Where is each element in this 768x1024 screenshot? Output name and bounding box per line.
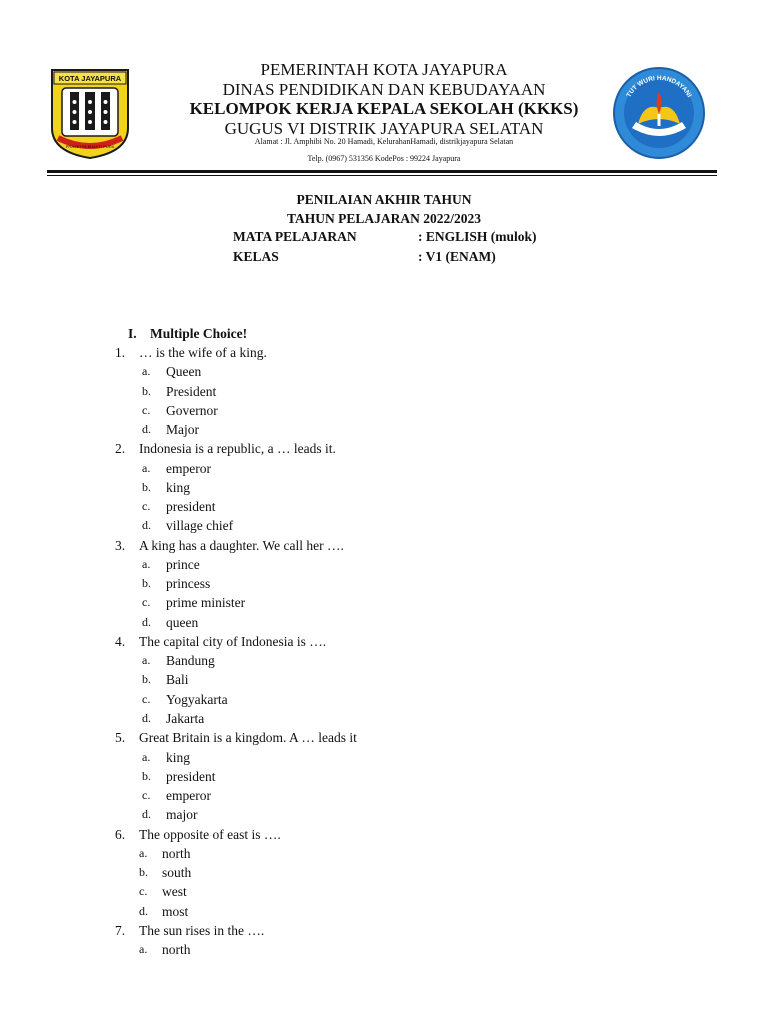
subject-label: MATA PELAJARAN [233, 229, 357, 244]
section-title: Multiple Choice! [150, 326, 248, 341]
option-text: major [166, 807, 198, 822]
option-letter: d. [139, 904, 148, 918]
option-letter: b. [142, 384, 151, 398]
option-text: Governor [166, 403, 218, 418]
option-letter: a. [139, 846, 148, 860]
option-letter: a. [142, 653, 151, 667]
exam-title: PENILAIAN AKHIR TAHUN [296, 192, 472, 207]
question-number: 4. [115, 634, 126, 649]
option-text: President [166, 384, 217, 399]
option-letter: b. [139, 865, 148, 879]
option-text: Bandung [166, 653, 215, 668]
option-text: north [162, 846, 191, 861]
option-letter: d. [142, 422, 151, 436]
option-text: prince [166, 557, 200, 572]
option-text: Jakarta [166, 711, 205, 726]
option-text: king [166, 480, 191, 495]
option-letter: d. [142, 615, 151, 629]
option-letter: b. [142, 769, 151, 783]
option-letter: a. [142, 750, 151, 764]
option-letter: a. [139, 942, 148, 956]
phone-text: Telp. (0967) 531356 KodePos : 99224 Jayapura [307, 154, 461, 163]
option-text: president [166, 499, 216, 514]
option-text: president [166, 769, 216, 784]
question-number: 6. [115, 827, 126, 842]
option-letter: c. [142, 788, 151, 802]
organization-name: KELOMPOK KERJA KEPALA SEKOLAH (KKKS) [189, 99, 579, 118]
question-number: 7. [115, 923, 126, 938]
option-text: north [162, 942, 191, 957]
question-text: A king has a daughter. We call her …. [139, 538, 344, 553]
emblem-arc-text: TUT WURI HANDAYANI [625, 74, 693, 99]
question-text: The sun rises in the …. [139, 923, 265, 938]
class-value: : V1 (ENAM) [418, 249, 496, 264]
crest-bottom-text: PRASETYA BHAKTI PURA [65, 144, 115, 149]
question-text: Great Britain is a kingdom. A … leads it [139, 730, 357, 745]
address-text: Alamat : Jl. Amphibi No. 20 Hamadi, KelurahanHamadi, distrikjayapura Selatan [254, 137, 514, 146]
option-letter: c. [142, 403, 151, 417]
option-letter: d. [142, 807, 151, 821]
option-text: Major [166, 422, 199, 437]
option-text: village chief [166, 518, 234, 533]
question-text: … is the wife of a king. [139, 345, 267, 360]
question-text: Indonesia is a republic, a … leads it. [139, 441, 336, 456]
option-letter: c. [142, 692, 151, 706]
header-rule-thick [47, 170, 717, 173]
question-text: The opposite of east is …. [139, 827, 281, 842]
section-heading [128, 326, 247, 342]
option-text: most [162, 904, 189, 919]
cluster-name: GUGUS VI DISTRIK JAYAPURA SELATAN [224, 119, 544, 138]
department-name: DINAS PENDIDIKAN DAN KEBUDAYAAN [222, 80, 546, 99]
question-number: 2. [115, 441, 126, 456]
class-label: KELAS [233, 249, 279, 264]
option-letter: d. [142, 518, 151, 532]
academic-year: TAHUN PELAJARAN 2022/2023 [286, 211, 481, 226]
option-letter: c. [142, 499, 151, 513]
option-text: Yogyakarta [166, 692, 228, 707]
government-name: PEMERINTAH KOTA JAYAPURA [260, 60, 508, 79]
section-number: I. [128, 326, 137, 341]
option-letter: c. [139, 884, 148, 898]
option-text: king [166, 750, 191, 765]
option-text: Bali [166, 672, 189, 687]
option-letter: a. [142, 557, 151, 571]
question-number: 1. [115, 345, 126, 360]
option-text: south [162, 865, 192, 880]
option-letter: a. [142, 461, 151, 475]
option-text: emperor [166, 461, 211, 476]
option-text: emperor [166, 788, 211, 803]
header-rule-thin [47, 175, 717, 176]
option-letter: b. [142, 672, 151, 686]
option-letter: b. [142, 576, 151, 590]
option-text: Queen [166, 364, 202, 379]
option-text: queen [166, 615, 199, 630]
option-letter: d. [142, 711, 151, 725]
option-letter: b. [142, 480, 151, 494]
crest-top-text: KOTA JAYAPURA [58, 74, 122, 83]
question-number: 5. [115, 730, 126, 745]
option-text: prime minister [166, 595, 246, 610]
question-number: 3. [115, 538, 126, 553]
option-letter: a. [142, 364, 151, 378]
option-text: west [162, 884, 187, 899]
subject-value: : ENGLISH (mulok) [418, 229, 537, 244]
option-letter: c. [142, 595, 151, 609]
question-text: The capital city of Indonesia is …. [139, 634, 327, 649]
option-text: princess [166, 576, 211, 591]
